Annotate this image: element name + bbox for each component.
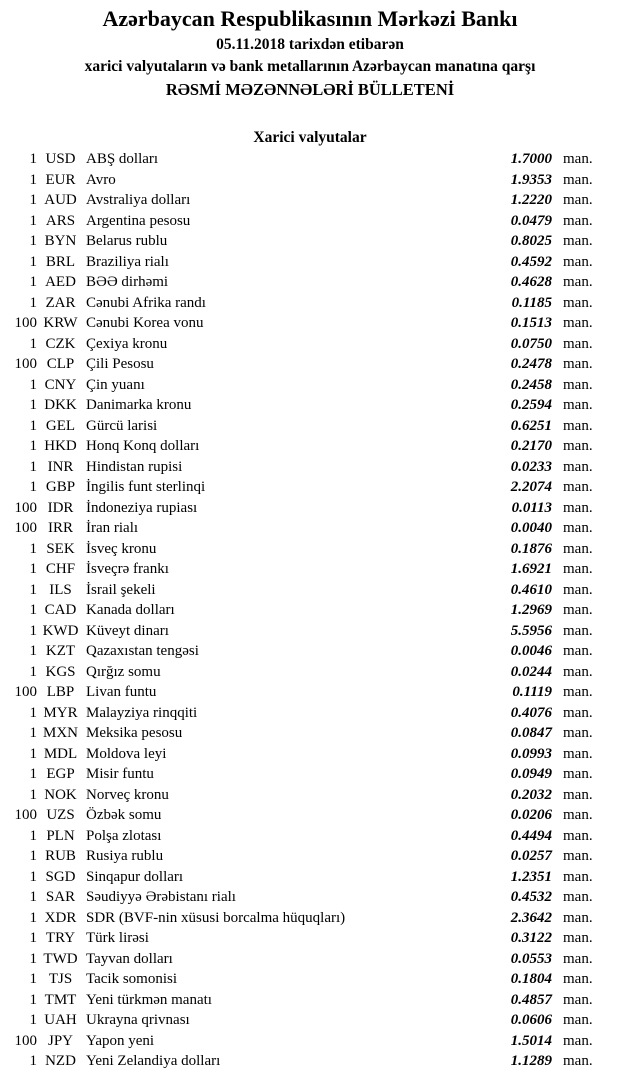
rate-value: 0.1185	[511, 294, 552, 311]
rate-row	[0, 498, 620, 519]
currency-code: MYR	[43, 704, 78, 721]
rate-value: 2.2074	[510, 479, 552, 495]
rate-value: 5.5956	[510, 622, 552, 639]
rate-quantity: 100	[14, 520, 37, 536]
rate-value: 0.1119	[512, 684, 552, 700]
currency-code: CAD	[44, 602, 77, 618]
rate-quantity: 1	[29, 643, 37, 659]
rate-row	[0, 703, 620, 724]
rate-quantity: 1	[29, 704, 37, 721]
rate-quantity: 1	[29, 786, 37, 803]
rate-quantity: 1	[29, 930, 37, 946]
rate-unit-label: man.	[563, 991, 593, 1008]
rate-unit-label: man.	[563, 335, 593, 352]
currency-name: Argentina pesosu	[86, 212, 191, 229]
currency-name: Kanada dolları	[86, 602, 175, 618]
rate-row	[0, 354, 620, 375]
rate-row	[0, 723, 620, 744]
rate-row	[0, 949, 620, 970]
rate-value: 0.2170	[510, 438, 552, 454]
currency-code: USD	[45, 151, 76, 167]
rate-quantity: 1	[29, 397, 37, 413]
currency-name: İsrail şekeli	[86, 581, 156, 598]
rate-quantity: 1	[29, 745, 37, 762]
rate-value: 0.2032	[510, 786, 552, 803]
rate-value: 0.0606	[510, 1012, 552, 1028]
currency-code: EGP	[46, 766, 75, 782]
rate-unit-label: man.	[563, 930, 593, 946]
currency-name: İsveç kronu	[86, 540, 157, 557]
currency-name: İngilis funt sterlinqi	[86, 479, 206, 495]
rate-value: 0.4494	[510, 827, 552, 844]
currency-code: KWD	[42, 622, 79, 639]
rates-table	[0, 149, 620, 1072]
currency-name: Yapon yeni	[86, 1032, 155, 1049]
currency-name: Yeni türkmən manatı	[86, 991, 212, 1008]
currency-code: NOK	[44, 786, 77, 803]
rate-row	[0, 1031, 620, 1052]
rate-unit-label: man.	[563, 315, 593, 331]
currency-code: JPY	[47, 1032, 73, 1049]
rate-value: 0.0113	[511, 499, 552, 516]
currency-name: Polşa zlotası	[86, 827, 162, 844]
rate-value: 0.4628	[510, 274, 552, 290]
rate-unit-label: man.	[563, 971, 593, 987]
currency-name: Tayvan dolları	[86, 950, 173, 967]
rate-quantity: 1	[29, 581, 37, 598]
rate-quantity: 1	[29, 827, 37, 844]
rate-value: 0.0949	[510, 766, 552, 782]
rate-unit-label: man.	[563, 458, 593, 475]
rate-unit-label: man.	[563, 233, 593, 249]
currency-name: Cənubi Afrika randı	[86, 294, 206, 311]
rate-row	[0, 334, 620, 355]
currency-name: Avro	[86, 171, 116, 188]
rate-unit-label: man.	[563, 479, 593, 495]
rate-value: 0.8025	[510, 233, 552, 249]
currency-name: Sinqapur dolları	[86, 868, 184, 885]
rate-unit-label: man.	[563, 807, 593, 823]
subtitle-line: xarici valyutaların və bank metallarının Azərbaycan manatına qarşı	[84, 58, 536, 75]
rate-row	[0, 785, 620, 806]
rate-row	[0, 231, 620, 252]
rate-row	[0, 1010, 620, 1031]
rate-unit-label: man.	[563, 397, 593, 413]
rate-quantity: 1	[29, 766, 37, 782]
currency-code: UZS	[46, 807, 75, 823]
rate-row	[0, 744, 620, 765]
rate-row	[0, 252, 620, 273]
rate-row	[0, 908, 620, 929]
rate-value: 0.0206	[510, 807, 552, 823]
currency-name: Honq Konq dolları	[86, 438, 200, 454]
rate-value: 1.9353	[510, 171, 552, 188]
currency-code: CLP	[46, 356, 75, 372]
rate-quantity: 1	[29, 622, 37, 639]
currency-code: ARS	[45, 212, 76, 229]
rate-unit-label: man.	[563, 540, 593, 557]
rate-value: 0.0553	[510, 950, 552, 967]
currency-name: Gürcü larisi	[86, 417, 158, 434]
rate-row	[0, 846, 620, 867]
currency-code: KRW	[43, 315, 78, 331]
currency-name: Malayziya rinqqiti	[86, 704, 198, 721]
currency-code: ILS	[49, 581, 72, 598]
rate-value: 0.1876	[510, 540, 552, 557]
currency-name: ABŞ dolları	[86, 151, 159, 167]
currency-name: Tacik somonisi	[86, 971, 178, 987]
rate-unit-label: man.	[563, 725, 593, 741]
rate-quantity: 100	[14, 356, 37, 372]
rate-row	[0, 887, 620, 908]
rate-unit-label: man.	[563, 663, 593, 680]
rate-row	[0, 580, 620, 601]
rate-unit-label: man.	[563, 253, 593, 270]
currency-name: Özbək somu	[86, 807, 162, 823]
currency-name: Cənubi Korea vonu	[86, 315, 204, 331]
rate-unit-label: man.	[563, 192, 593, 208]
currency-code: KGS	[45, 663, 76, 680]
rate-unit-label: man.	[563, 1053, 593, 1069]
rate-value: 0.1513	[510, 315, 552, 331]
rate-value: 0.0040	[510, 520, 552, 536]
currency-code: INR	[47, 458, 74, 475]
rate-value: 0.0244	[510, 663, 552, 680]
rate-unit-label: man.	[563, 889, 593, 905]
rate-quantity: 1	[29, 376, 37, 393]
rate-unit-label: man.	[563, 294, 593, 311]
currency-name: Rusiya rublu	[86, 848, 164, 864]
rate-value: 0.4532	[510, 889, 552, 905]
rate-unit-label: man.	[563, 704, 593, 721]
currency-name: İndoneziya rupiası	[86, 499, 198, 516]
currency-code: LBP	[46, 684, 75, 700]
rate-quantity: 1	[29, 274, 37, 290]
currency-name: Türk lirəsi	[86, 930, 149, 946]
rate-row	[0, 559, 620, 580]
rate-quantity: 1	[29, 909, 37, 926]
rate-quantity: 1	[29, 192, 37, 208]
currency-name: Çexiya kronu	[86, 335, 168, 352]
rate-unit-label: man.	[563, 868, 593, 885]
rate-value: 0.4857	[510, 991, 552, 1008]
rate-value: 0.2594	[510, 397, 552, 413]
rate-row	[0, 211, 620, 232]
rate-quantity: 1	[29, 417, 37, 434]
rate-value: 0.6251	[510, 417, 552, 434]
currency-name: SDR (BVF-nin xüsusi borcalma hüquqları)	[86, 909, 346, 926]
currency-code: AUD	[44, 192, 77, 208]
rate-row	[0, 969, 620, 990]
rate-unit-label: man.	[563, 909, 593, 926]
currency-code: ZAR	[45, 294, 76, 311]
rate-row	[0, 272, 620, 293]
rate-quantity: 1	[29, 725, 37, 741]
currency-name: Meksika pesosu	[86, 725, 183, 741]
rate-unit-label: man.	[563, 520, 593, 536]
rate-quantity: 1	[29, 458, 37, 475]
rate-unit-label: man.	[563, 684, 593, 700]
currency-name: Danimarka kronu	[86, 397, 192, 413]
currency-name: Livan funtu	[86, 684, 157, 700]
currency-code: MDL	[43, 745, 78, 762]
bulletin-header	[0, 0, 620, 101]
rate-row	[0, 170, 620, 191]
rate-row	[0, 457, 620, 478]
rate-value: 0.4610	[510, 581, 552, 598]
rate-unit-label: man.	[563, 171, 593, 188]
effective-date-line: 05.11.2018 tarixdən etibarən	[216, 36, 404, 53]
rate-row	[0, 682, 620, 703]
rate-row	[0, 149, 620, 170]
rate-unit-label: man.	[563, 1032, 593, 1049]
currency-name: Braziliya rialı	[86, 253, 169, 270]
rate-row	[0, 928, 620, 949]
currency-code: SAR	[45, 889, 76, 905]
rate-unit-label: man.	[563, 212, 593, 229]
rate-quantity: 1	[29, 479, 37, 495]
currency-name: İran rialı	[86, 520, 139, 536]
rate-unit-label: man.	[563, 745, 593, 762]
currency-code: PLN	[46, 827, 75, 844]
rate-unit-label: man.	[563, 786, 593, 803]
currency-code: BYN	[44, 233, 77, 249]
rate-row	[0, 990, 620, 1011]
rate-quantity: 1	[29, 971, 37, 987]
currency-name: Ukrayna qrivnası	[86, 1012, 190, 1028]
rate-unit-label: man.	[563, 356, 593, 372]
currency-name: İsveçrə frankı	[86, 561, 169, 577]
rate-row	[0, 477, 620, 498]
rate-quantity: 100	[14, 315, 37, 331]
currency-code: TJS	[48, 971, 73, 987]
rate-row	[0, 313, 620, 334]
currency-code: UAH	[44, 1012, 77, 1028]
currency-code: IDR	[47, 499, 74, 516]
rate-value: 0.0046	[510, 643, 552, 659]
rate-unit-label: man.	[563, 561, 593, 577]
rate-quantity: 1	[29, 294, 37, 311]
rate-quantity: 1	[29, 991, 37, 1008]
rate-unit-label: man.	[563, 950, 593, 967]
currency-code: TMT	[44, 991, 77, 1008]
rate-quantity: 1	[29, 335, 37, 352]
rate-row	[0, 826, 620, 847]
rate-quantity: 1	[29, 561, 37, 577]
rate-value: 0.2458	[510, 376, 552, 393]
currency-code: KZT	[45, 643, 76, 659]
currency-name: Qırğız somu	[86, 663, 161, 680]
rate-quantity: 100	[14, 807, 37, 823]
rate-quantity: 100	[14, 684, 37, 700]
currency-name: Qazaxıstan tengəsi	[86, 643, 199, 659]
currency-code: GEL	[45, 417, 76, 434]
currency-code: AED	[45, 274, 76, 290]
currency-code: SEK	[46, 540, 75, 557]
rate-unit-label: man.	[563, 643, 593, 659]
currency-name: Norveç kronu	[86, 786, 169, 803]
currency-code: DKK	[44, 397, 77, 413]
rate-row	[0, 375, 620, 396]
rate-row	[0, 764, 620, 785]
rate-quantity: 1	[29, 438, 37, 454]
currency-code: CZK	[45, 335, 76, 352]
rate-quantity: 1	[29, 253, 37, 270]
rate-value: 1.6921	[510, 561, 552, 577]
rate-row	[0, 1051, 620, 1072]
rate-row	[0, 641, 620, 662]
rate-value: 0.4076	[510, 704, 552, 721]
rate-value: 0.2478	[510, 356, 552, 372]
rate-unit-label: man.	[563, 848, 593, 864]
currency-code: TRY	[45, 930, 76, 946]
rate-value: 0.0257	[510, 848, 552, 864]
rate-row	[0, 662, 620, 683]
rate-row	[0, 395, 620, 416]
currency-name: Çili Pesosu	[86, 356, 154, 372]
currency-name: Avstraliya dolları	[86, 192, 191, 208]
currency-code: RUB	[45, 848, 76, 864]
currency-name: BƏƏ dirhəmi	[86, 274, 169, 290]
bulletin-title: RƏSMİ MƏZƏNNƏLƏRİ BÜLLETENİ	[165, 80, 455, 99]
currency-name: Misir funtu	[86, 766, 154, 782]
currency-code: BRL	[45, 253, 76, 270]
rate-quantity: 1	[29, 233, 37, 249]
rate-row	[0, 539, 620, 560]
rate-value: 1.2351	[510, 868, 552, 885]
rate-row	[0, 518, 620, 539]
rate-value: 0.4592	[510, 253, 552, 270]
currency-name: Yeni Zelandiya dolları	[86, 1053, 221, 1069]
rate-value: 0.3122	[510, 930, 552, 946]
rate-row	[0, 416, 620, 437]
currency-name: Səudiyyə Ərəbistanı rialı	[86, 889, 236, 905]
rate-value: 0.1804	[510, 971, 552, 987]
rate-value: 0.0993	[510, 745, 552, 762]
rate-quantity: 1	[29, 151, 37, 167]
rate-unit-label: man.	[563, 417, 593, 434]
section-title-foreign-currencies: Xarici valyutalar	[253, 129, 367, 146]
rate-value: 0.0479	[510, 212, 552, 229]
rate-unit-label: man.	[563, 581, 593, 598]
rate-row	[0, 436, 620, 457]
rate-row	[0, 293, 620, 314]
currency-code: CHF	[45, 561, 76, 577]
rate-unit-label: man.	[563, 622, 593, 639]
rate-value: 1.2969	[510, 602, 552, 618]
currency-code: IRR	[47, 520, 73, 536]
rate-quantity: 1	[29, 171, 37, 188]
rate-quantity: 1	[29, 950, 37, 967]
rate-quantity: 100	[14, 1032, 37, 1049]
rate-unit-label: man.	[563, 274, 593, 290]
currency-code: XDR	[44, 909, 77, 926]
rate-quantity: 1	[29, 540, 37, 557]
rate-value: 1.1289	[510, 1053, 552, 1069]
currency-code: NZD	[45, 1053, 76, 1069]
currency-name: Moldova leyi	[86, 745, 167, 762]
rate-value: 1.7000	[510, 151, 552, 167]
currency-name: Küveyt dinarı	[86, 622, 169, 639]
currency-code: HKD	[44, 438, 77, 454]
rate-unit-label: man.	[563, 376, 593, 393]
rate-unit-label: man.	[563, 1012, 593, 1028]
rate-value: 0.0847	[510, 725, 552, 741]
rate-value: 1.2220	[510, 192, 552, 208]
bank-title: Azərbaycan Respublikasının Mərkəzi Bankı	[102, 6, 518, 31]
rate-unit-label: man.	[563, 827, 593, 844]
rate-quantity: 1	[29, 1053, 37, 1069]
currency-code: SGD	[45, 868, 76, 885]
rate-value: 2.3642	[510, 909, 552, 926]
rate-quantity: 1	[29, 889, 37, 905]
rate-quantity: 1	[29, 602, 37, 618]
rate-unit-label: man.	[563, 499, 593, 516]
rate-value: 0.0233	[510, 458, 552, 475]
rate-row	[0, 867, 620, 888]
rate-quantity: 1	[29, 848, 37, 864]
currency-code: MXN	[42, 725, 78, 741]
rate-row	[0, 190, 620, 211]
rate-value: 1.5014	[510, 1032, 552, 1049]
rate-value: 0.0750	[510, 335, 552, 352]
rate-unit-label: man.	[563, 151, 593, 167]
currency-name: Hindistan rupisi	[86, 458, 183, 475]
rate-row	[0, 600, 620, 621]
currency-name: Çin yuanı	[86, 376, 145, 393]
rate-unit-label: man.	[563, 602, 593, 618]
currency-name: Belarus rublu	[86, 233, 168, 249]
rate-quantity: 1	[29, 212, 37, 229]
currency-code: EUR	[45, 171, 76, 188]
rate-row	[0, 621, 620, 642]
rate-unit-label: man.	[563, 438, 593, 454]
rate-unit-label: man.	[563, 766, 593, 782]
currency-code: TWD	[43, 950, 78, 967]
rate-quantity: 1	[29, 1012, 37, 1028]
rate-quantity: 1	[29, 663, 37, 680]
rate-quantity: 100	[14, 499, 37, 516]
rate-quantity: 1	[29, 868, 37, 885]
currency-code: GBP	[45, 479, 76, 495]
rate-row	[0, 805, 620, 826]
currency-code: CNY	[44, 376, 77, 393]
